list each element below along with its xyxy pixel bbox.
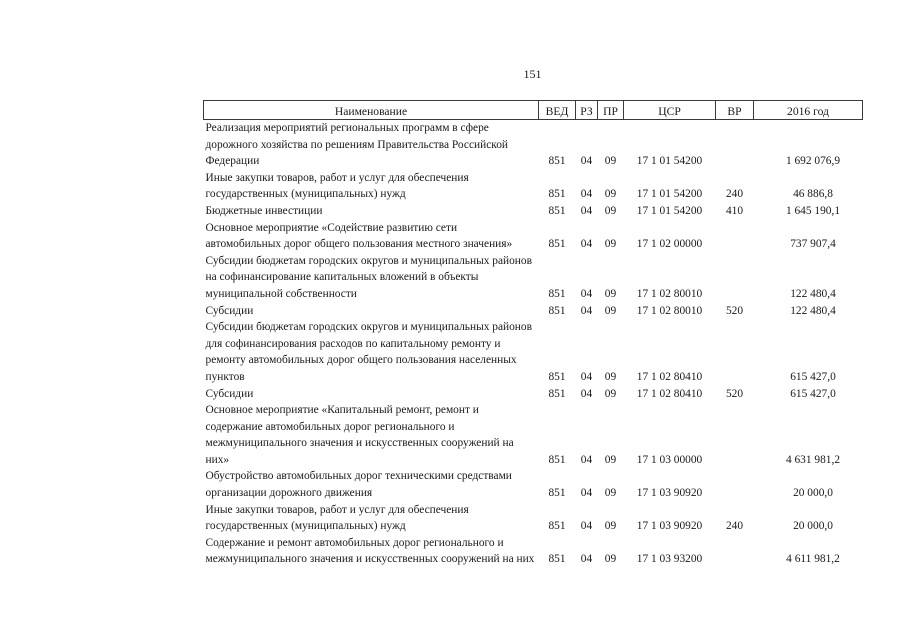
table-row (204, 120, 863, 170)
row-rz: 04 (580, 520, 593, 533)
table-header-row (204, 101, 863, 120)
row-vr: 240 (725, 520, 744, 533)
row-csr: 17 1 03 90920 (636, 520, 703, 533)
row-pr: 09 (604, 304, 617, 317)
table-row (204, 220, 863, 253)
row-ved: 851 (548, 520, 566, 533)
row-csr: 17 1 01 54200 (636, 204, 703, 217)
row-pr: 09 (604, 155, 617, 168)
row-rz: 04 (580, 453, 593, 466)
row-vr: 520 (725, 304, 744, 317)
table-row (204, 386, 863, 403)
row-name: Основное мероприятие «Капитальный ремонт, ремонт и содержание автомобильных дорог регионального и межмуниципального значения и искусственных сооружений на них» (205, 404, 514, 466)
table-row (204, 468, 863, 501)
row-pr: 09 (604, 487, 617, 500)
row-name: Иные закупки товаров, работ и услуг для обеспечения государственных (муниципальных) нужд (205, 171, 469, 201)
row-amount: 1 692 076,9 (785, 155, 841, 168)
budget-table-container (203, 100, 862, 568)
row-vr (716, 468, 754, 501)
row-name: Бюджетные инвестиции (205, 204, 323, 217)
row-csr: 17 1 01 54200 (636, 155, 703, 168)
row-ved: 851 (548, 287, 566, 300)
row-rz: 04 (580, 387, 593, 400)
row-rz: 04 (580, 188, 593, 201)
row-ved: 851 (548, 487, 566, 500)
row-csr: 17 1 02 80010 (636, 304, 703, 317)
page-number: 151 (523, 67, 542, 81)
row-pr: 09 (604, 287, 617, 300)
row-pr: 09 (604, 453, 617, 466)
table-body (204, 120, 863, 569)
header-vr: ВР (716, 101, 754, 120)
row-amount: 4 631 981,2 (785, 453, 841, 466)
row-vr (716, 253, 754, 303)
row-rz: 04 (580, 553, 593, 566)
row-csr: 17 1 02 80010 (636, 287, 703, 300)
header-rz: РЗ (576, 101, 598, 120)
row-name: Субсидии бюджетам городских округов и муниципальных районов на софинансирование капитальных вложений в объекты муниципальной собственности (205, 254, 532, 300)
row-rz: 04 (580, 155, 593, 168)
row-csr: 17 1 01 54200 (636, 188, 703, 201)
header-year: 2016 год (754, 101, 863, 120)
row-vr (716, 402, 754, 468)
row-vr: 240 (725, 188, 744, 201)
row-amount: 122 480,4 (790, 304, 836, 317)
row-pr: 09 (604, 204, 617, 217)
budget-table (203, 100, 863, 568)
row-pr: 09 (604, 553, 617, 566)
row-pr: 09 (604, 520, 617, 533)
row-csr: 17 1 03 93200 (636, 553, 703, 566)
row-name: Иные закупки товаров, работ и услуг для обеспечения государственных (муниципальных) нужд (205, 503, 469, 533)
row-amount: 615 427,0 (790, 370, 836, 383)
row-ved: 851 (548, 155, 566, 168)
row-name: Основное мероприятие «Содействие развитию сети автомобильных дорог общего пользования местного значения» (205, 221, 513, 251)
row-ved: 851 (548, 370, 566, 383)
row-amount: 46 886,8 (793, 188, 833, 201)
row-ved: 851 (548, 453, 566, 466)
table-row (204, 319, 863, 385)
row-rz: 04 (580, 238, 593, 251)
row-vr: 410 (725, 204, 744, 217)
row-ved: 851 (548, 304, 566, 317)
row-ved: 851 (548, 387, 566, 400)
row-rz: 04 (580, 487, 593, 500)
row-rz: 04 (580, 304, 593, 317)
row-vr: 520 (725, 387, 744, 400)
row-name: Содержание и ремонт автомобильных дорог регионального и межмуниципального значения и искусственных сооружений на них (205, 536, 535, 566)
header-ved: ВЕД (539, 101, 576, 120)
row-vr (716, 120, 754, 170)
row-amount: 4 611 981,2 (786, 553, 840, 566)
row-csr: 17 1 02 80410 (636, 387, 703, 400)
table-row (204, 303, 863, 320)
table-row (204, 502, 863, 535)
table-row (204, 402, 863, 468)
row-csr: 17 1 03 90920 (636, 487, 703, 500)
row-amount: 615 427,0 (790, 387, 836, 400)
row-name: Субсидии бюджетам городских округов и муниципальных районов для софинансирования расходов по капитальному ремонту и ремонту автомобильных дорог общего пользования населенных пунктов (205, 321, 532, 383)
row-name: Субсидии (205, 387, 254, 400)
row-amount: 737 907,4 (790, 238, 836, 251)
row-rz: 04 (580, 287, 593, 300)
row-csr: 17 1 03 00000 (636, 453, 703, 466)
row-name: Реализация мероприятий региональных программ в сфере дорожного хозяйства по решениям Правительства Российской Федерации (205, 122, 509, 168)
row-amount: 1 645 190,1 (785, 204, 841, 217)
row-csr: 17 1 02 00000 (636, 238, 703, 251)
row-pr: 09 (604, 188, 617, 201)
row-vr (716, 319, 754, 385)
table-row (204, 253, 863, 303)
row-name: Субсидии (205, 304, 254, 317)
row-rz: 04 (580, 370, 593, 383)
table-row (204, 170, 863, 203)
row-pr: 09 (604, 370, 617, 383)
header-csr: ЦСР (624, 101, 716, 120)
header-name: Наименование (204, 101, 539, 120)
row-ved: 851 (548, 238, 566, 251)
row-amount: 20 000,0 (793, 520, 833, 533)
row-ved: 851 (548, 204, 566, 217)
table-row (204, 203, 863, 220)
row-csr: 17 1 02 80410 (636, 370, 703, 383)
row-ved: 851 (548, 553, 566, 566)
header-pr: ПР (598, 101, 624, 120)
table-row (204, 535, 863, 568)
row-vr (716, 535, 754, 568)
row-pr: 09 (604, 238, 617, 251)
row-amount: 20 000,0 (793, 487, 833, 500)
row-name: Обустройство автомобильных дорог техническими средствами организации дорожного движения (205, 470, 512, 500)
row-vr (716, 220, 754, 253)
row-pr: 09 (604, 387, 617, 400)
row-amount: 122 480,4 (790, 287, 836, 300)
row-rz: 04 (580, 204, 593, 217)
row-ved: 851 (548, 188, 566, 201)
